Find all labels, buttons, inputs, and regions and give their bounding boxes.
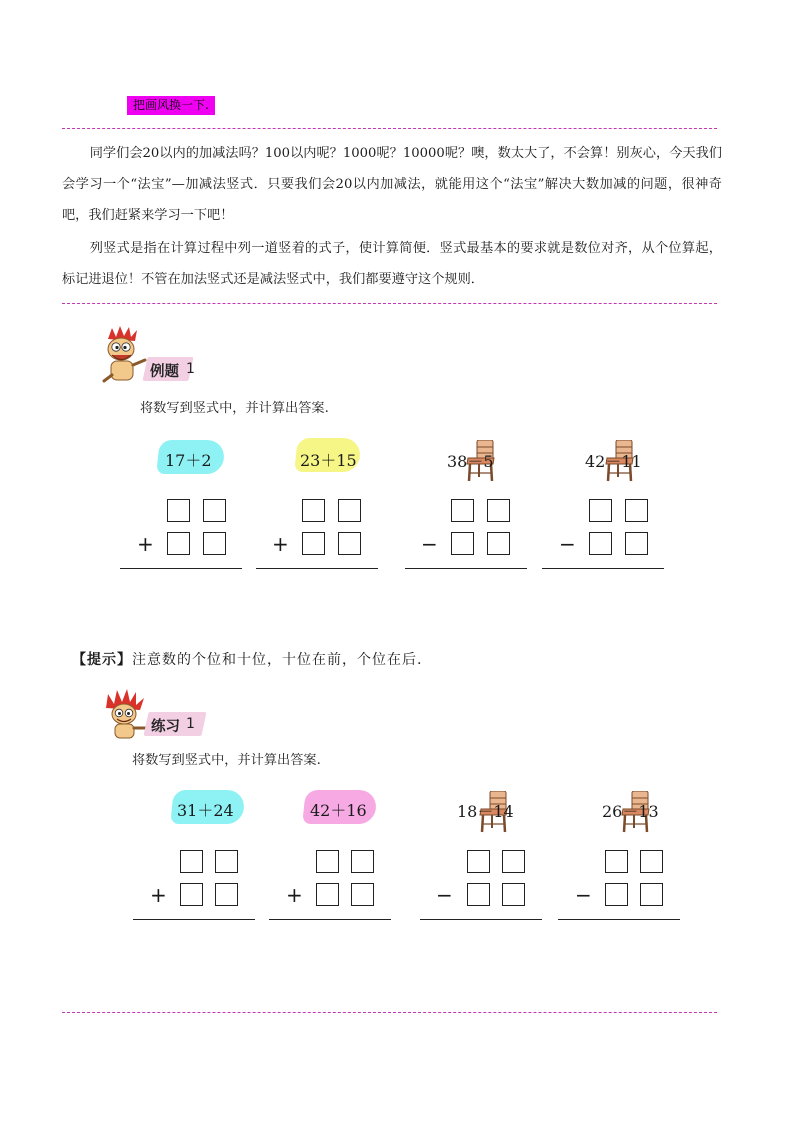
problem-expression: 42－11 bbox=[585, 452, 642, 471]
problem-expression: 18－14 bbox=[457, 802, 514, 821]
header-tag: 把画风换一下. bbox=[127, 96, 215, 115]
problem-expression: 17＋2 bbox=[165, 451, 212, 470]
problem-expression: 23＋15 bbox=[300, 451, 357, 470]
difference-line bbox=[542, 568, 664, 569]
answer-box[interactable] bbox=[215, 850, 238, 873]
sum-line bbox=[256, 568, 378, 569]
answer-box[interactable] bbox=[467, 850, 490, 873]
answer-box[interactable] bbox=[167, 532, 190, 555]
example-title: 例题 bbox=[150, 364, 179, 380]
answer-box[interactable] bbox=[625, 532, 648, 555]
answer-box[interactable] bbox=[605, 883, 628, 906]
operator-sign: + bbox=[286, 883, 303, 907]
operator-sign: + bbox=[150, 883, 167, 907]
dashed-divider bbox=[62, 1012, 717, 1013]
sum-line bbox=[120, 568, 242, 569]
operator-sign: + bbox=[272, 532, 289, 556]
answer-box[interactable] bbox=[203, 532, 226, 555]
answer-box[interactable] bbox=[467, 883, 490, 906]
answer-box[interactable] bbox=[167, 499, 190, 522]
answer-box[interactable] bbox=[487, 532, 510, 555]
problem-expression: 31＋24 bbox=[177, 801, 234, 820]
difference-line bbox=[405, 568, 527, 569]
answer-box[interactable] bbox=[502, 850, 525, 873]
answer-box[interactable] bbox=[316, 850, 339, 873]
answer-box[interactable] bbox=[605, 850, 628, 873]
answer-box[interactable] bbox=[589, 499, 612, 522]
intro-paragraph-2: 列竖式是指在计算过程中列一道竖着的式子，使计算简便．竖式最基本的要求就是数位对齐，从个位算起，标记进退位！不管在加法竖式还是减法竖式中，我们都要遵守这个规则． bbox=[62, 241, 722, 287]
example-instruction: 将数写到竖式中，并计算出答案. bbox=[140, 401, 329, 416]
difference-line bbox=[420, 919, 542, 920]
operator-sign: − bbox=[436, 883, 453, 907]
answer-box[interactable] bbox=[338, 532, 361, 555]
answer-box[interactable] bbox=[451, 499, 474, 522]
dashed-divider bbox=[62, 128, 717, 129]
operator-sign: + bbox=[137, 532, 154, 556]
answer-box[interactable] bbox=[180, 850, 203, 873]
sum-line bbox=[269, 919, 391, 920]
hint-line bbox=[72, 649, 422, 669]
problem-expression: 42＋16 bbox=[310, 801, 367, 820]
hint-label: 【提示】 bbox=[72, 652, 132, 668]
answer-box[interactable] bbox=[589, 532, 612, 555]
answer-box[interactable] bbox=[203, 499, 226, 522]
problem-expression: 38－5 bbox=[447, 452, 494, 471]
answer-box[interactable] bbox=[625, 499, 648, 522]
intro-paragraph-1: 同学们会20以内的加减法吗？100以内呢？1000呢？10000呢？噢，数太大了，不会算！别灰心，今天我们会学习一个“法宝”—加减法竖式．只要我们会20以内加减法，就能用这个“法宝”解决大数加减的问题，很神奇吧，我们赶紧来学习一下吧！ bbox=[62, 146, 722, 223]
operator-sign: − bbox=[575, 883, 592, 907]
answer-box[interactable] bbox=[302, 532, 325, 555]
answer-box[interactable] bbox=[215, 883, 238, 906]
answer-box[interactable] bbox=[640, 883, 663, 906]
answer-box[interactable] bbox=[502, 883, 525, 906]
answer-box[interactable] bbox=[640, 850, 663, 873]
dashed-divider bbox=[62, 303, 717, 304]
answer-box[interactable] bbox=[351, 883, 374, 906]
mascot-icon bbox=[100, 325, 148, 387]
operator-sign: − bbox=[421, 532, 438, 556]
difference-line bbox=[558, 919, 680, 920]
answer-box[interactable] bbox=[302, 499, 325, 522]
answer-box[interactable] bbox=[487, 499, 510, 522]
practice-instruction: 将数写到竖式中，并计算出答案. bbox=[132, 753, 321, 768]
operator-sign: − bbox=[559, 532, 576, 556]
example-number: 1 bbox=[186, 361, 195, 377]
answer-box[interactable] bbox=[180, 883, 203, 906]
answer-box[interactable] bbox=[338, 499, 361, 522]
sum-line bbox=[133, 919, 255, 920]
answer-box[interactable] bbox=[316, 883, 339, 906]
answer-box[interactable] bbox=[451, 532, 474, 555]
problem-expression: 26－13 bbox=[602, 802, 659, 821]
practice-title: 练习 bbox=[151, 719, 180, 735]
practice-number: 1 bbox=[186, 716, 195, 732]
hint-text: 注意数的个位和十位，十位在前，个位在后. bbox=[132, 652, 423, 668]
answer-box[interactable] bbox=[351, 850, 374, 873]
mascot-icon bbox=[102, 688, 148, 740]
